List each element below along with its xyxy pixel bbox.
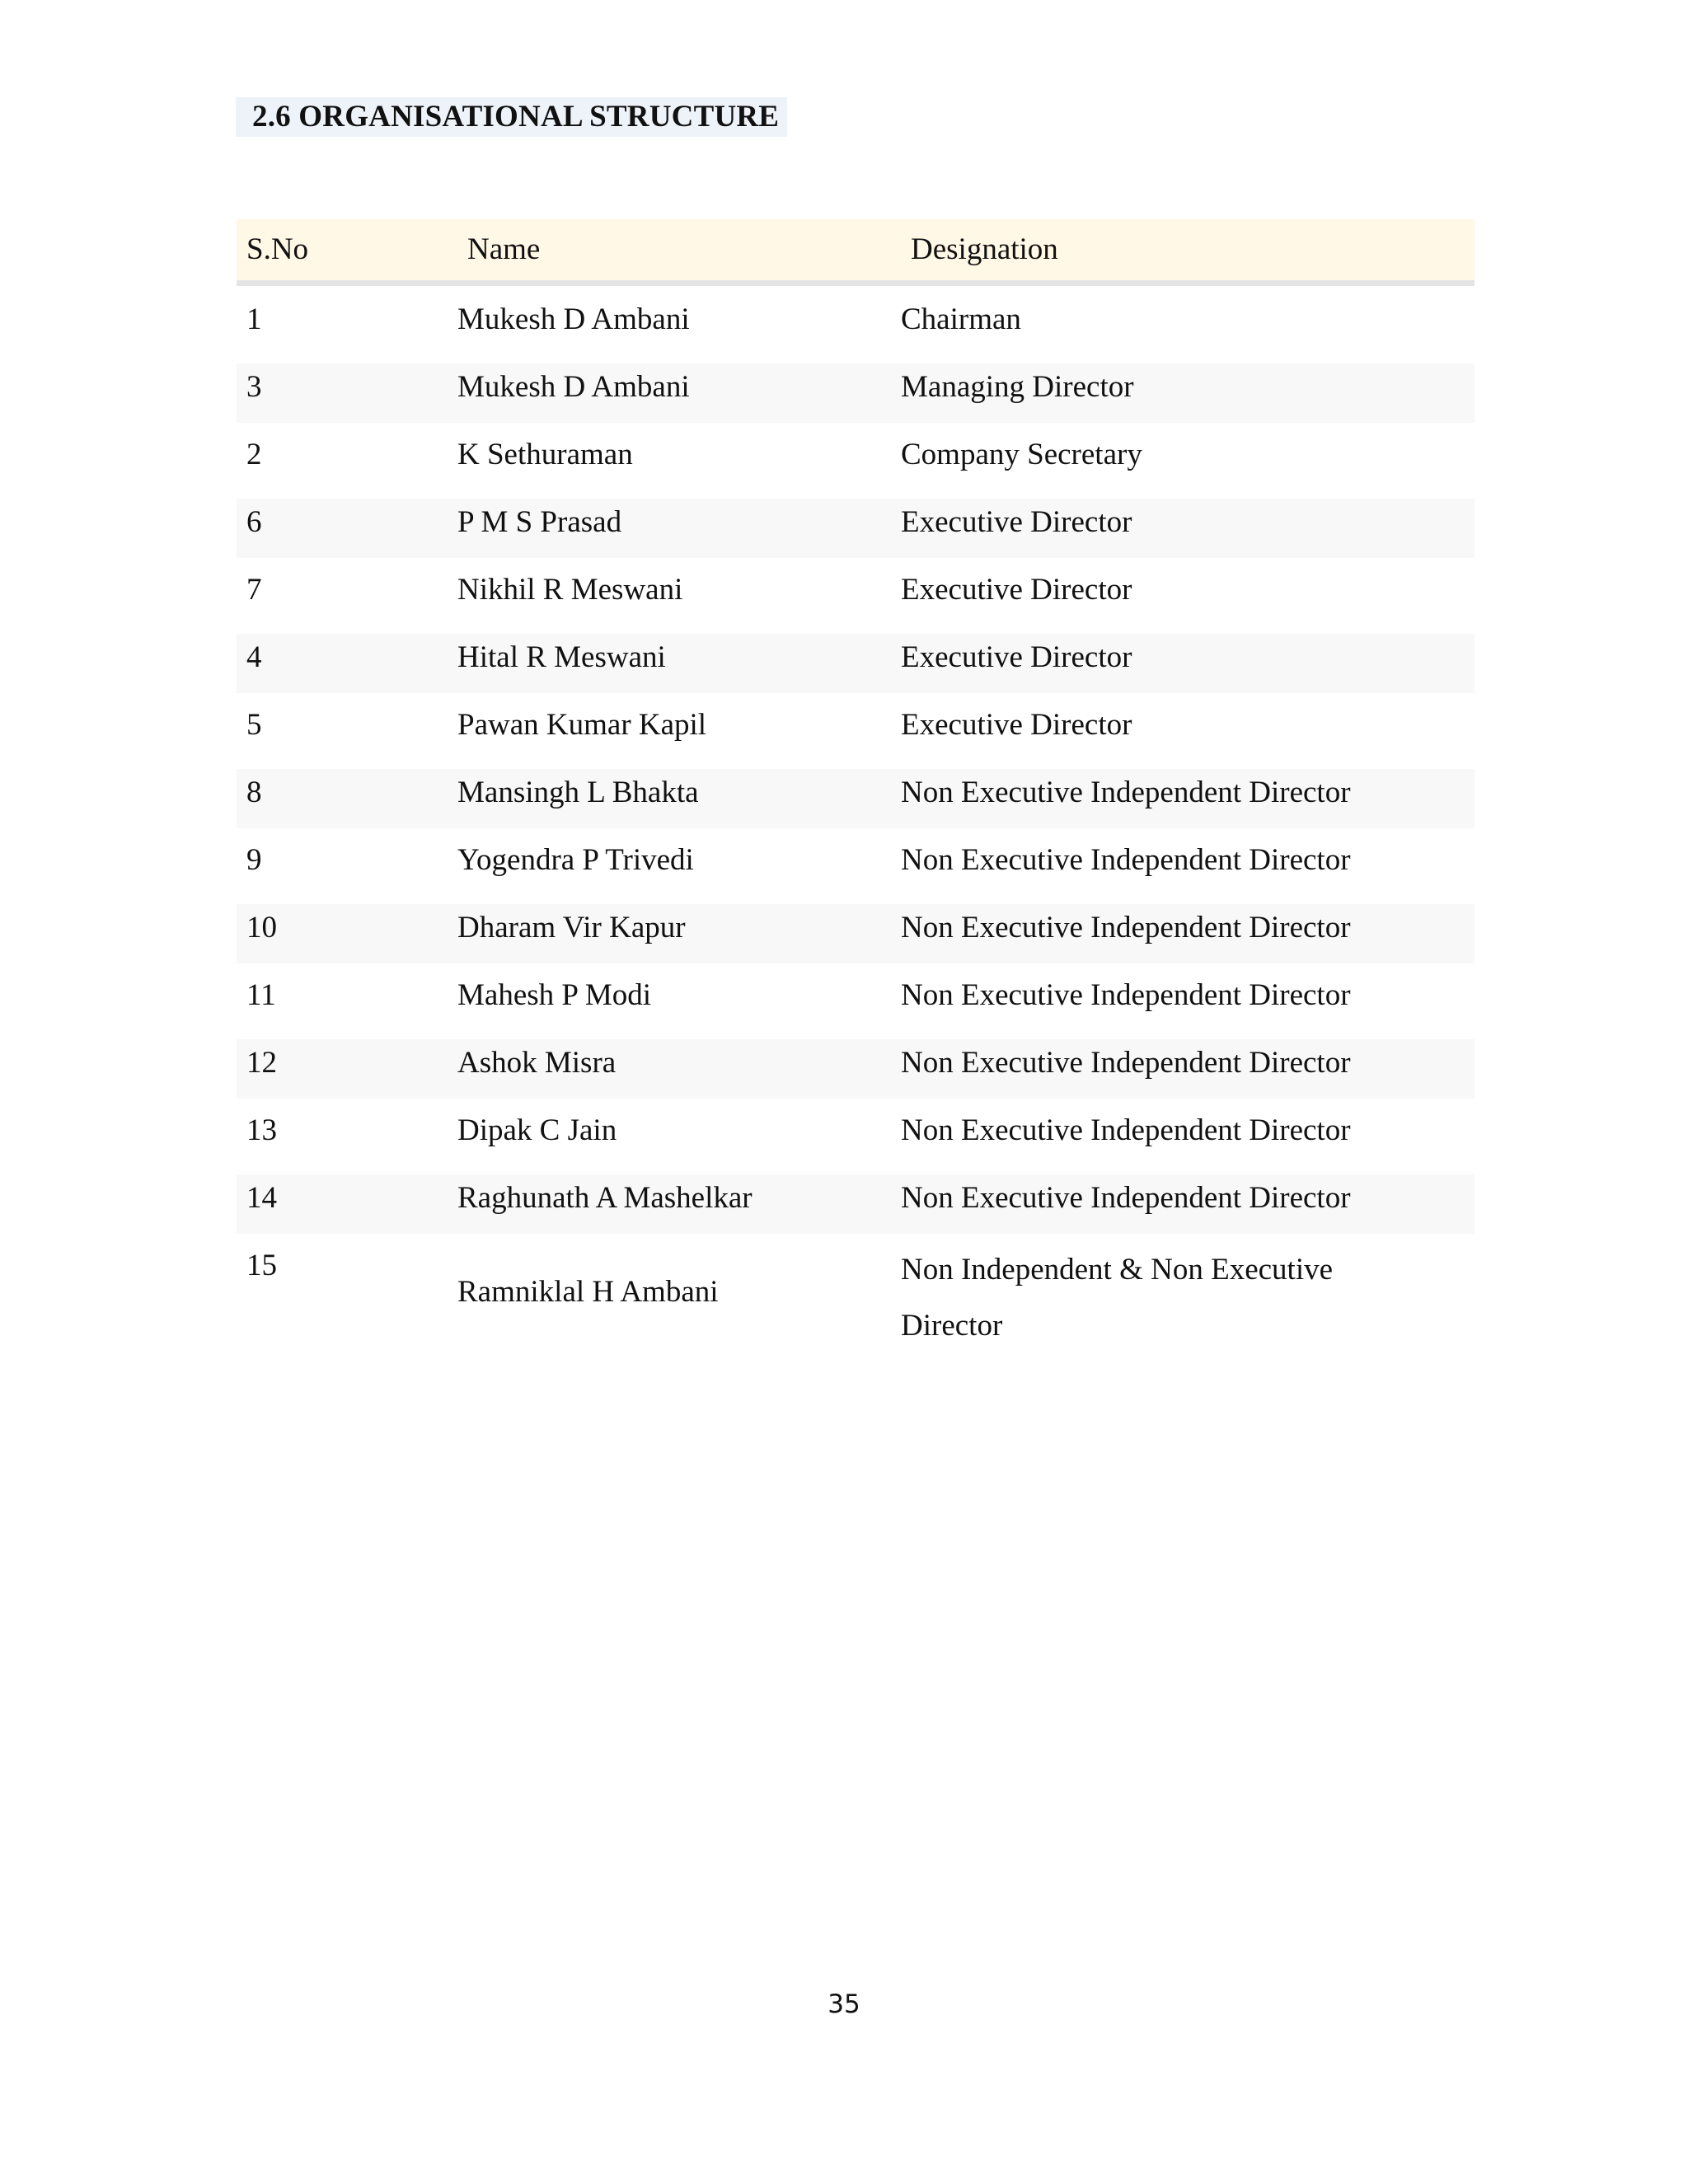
row-name: Ramniklal H Ambani: [457, 1275, 719, 1309]
row-designation: Company Secretary: [901, 438, 1142, 471]
row-name: Ashok Misra: [457, 1046, 617, 1080]
row-stripe: [237, 634, 1475, 693]
row-name: Yogendra P Trivedi: [457, 843, 694, 877]
row-name: Raghunath A Mashelkar: [457, 1181, 753, 1215]
row-designation: Non Executive Independent Director: [901, 1046, 1351, 1080]
table-row: [237, 286, 1475, 354]
row-sno: 1: [246, 302, 262, 336]
row-name: K Sethuraman: [457, 438, 633, 471]
table-row: [237, 354, 1475, 421]
table-header-row: [237, 219, 1475, 286]
row-name: P M S Prasad: [457, 505, 622, 539]
row-designation: Non Independent & Non Executive Director: [901, 1253, 1334, 1343]
table-row: [237, 556, 1475, 624]
row-sno: 9: [246, 843, 262, 877]
page-number: 35: [828, 1990, 860, 2019]
row-name: Mukesh D Ambani: [457, 370, 690, 404]
table-row: [237, 691, 1475, 759]
header-name: Name: [467, 232, 541, 266]
row-sno: 5: [246, 708, 262, 742]
row-name: Mahesh P Modi: [457, 978, 652, 1012]
row-designation: Executive Director: [901, 573, 1132, 607]
row-name: Dipak C Jain: [457, 1113, 617, 1147]
row-designation: Non Executive Independent Director: [901, 1113, 1351, 1147]
row-designation: Executive Director: [901, 708, 1132, 742]
row-sno: 15: [246, 1249, 277, 1282]
table-row: [237, 1165, 1475, 1232]
header-sno: S.No: [246, 232, 309, 266]
row-designation: Chairman: [901, 302, 1021, 336]
row-name: Nikhil R Meswani: [457, 573, 683, 607]
row-designation: Managing Director: [901, 370, 1134, 404]
row-designation: Non Executive Independent Director: [901, 1181, 1351, 1215]
row-name: Mansingh L Bhakta: [457, 776, 699, 809]
row-sno: 12: [246, 1046, 277, 1080]
row-designation: Non Executive Independent Director: [901, 776, 1351, 809]
row-name: Mukesh D Ambani: [457, 302, 690, 336]
row-name: Dharam Vir Kapur: [457, 911, 686, 944]
row-stripe: [237, 363, 1475, 423]
table-row: [237, 421, 1475, 489]
row-sno: 6: [246, 505, 262, 539]
organisational-structure-table: [237, 219, 1475, 1344]
row-designation: Executive Director: [901, 640, 1132, 674]
row-sno: 14: [246, 1181, 277, 1215]
row-sno: 7: [246, 573, 262, 607]
row-sno: 13: [246, 1113, 277, 1147]
row-sno: 3: [246, 370, 262, 404]
table-row: [237, 962, 1475, 1029]
section-heading: 2.6 ORGANISATIONAL STRUCTURE: [236, 97, 787, 137]
table-row: [237, 1029, 1475, 1097]
row-name: Pawan Kumar Kapil: [457, 708, 707, 742]
row-sno: 8: [246, 776, 262, 809]
table-row: [237, 759, 1475, 827]
row-sno: 4: [246, 640, 262, 674]
table-row: [237, 489, 1475, 556]
row-designation: Non Executive Independent Director: [901, 911, 1351, 944]
header-designation: Designation: [911, 232, 1058, 266]
row-sno: 11: [246, 978, 276, 1012]
table-row: [237, 624, 1475, 691]
table-row: [237, 827, 1475, 894]
row-designation: Non Executive Independent Director: [901, 843, 1351, 877]
row-sno: 2: [246, 438, 262, 471]
row-designation: Executive Director: [901, 505, 1132, 539]
table-row: [237, 1097, 1475, 1165]
row-stripe: [237, 499, 1475, 558]
table-row: [237, 1232, 1475, 1344]
row-designation: Non Executive Independent Director: [901, 978, 1351, 1012]
table-row: [237, 894, 1475, 962]
row-name: Hital R Meswani: [457, 640, 666, 674]
row-sno: 10: [246, 911, 277, 944]
